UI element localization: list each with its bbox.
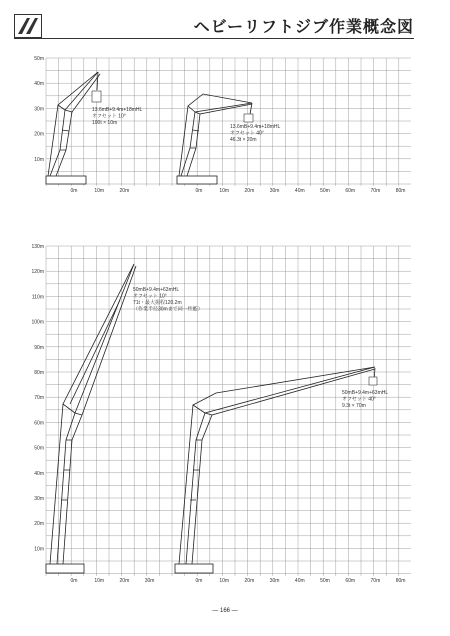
spec-note: 71t・最大揚程120.2m xyxy=(133,300,182,306)
x-tick-label: 0m xyxy=(70,578,78,584)
y-tick-label: 10m xyxy=(34,156,44,163)
y-tick-label: 20m xyxy=(34,131,44,138)
spec-note: 100t × 10m xyxy=(92,120,118,126)
tick-labels xyxy=(31,56,405,584)
spec-note: 46.3t × 20m xyxy=(230,137,257,143)
y-tick-label: 100m xyxy=(31,319,44,326)
spec-note: オフセット 40° xyxy=(342,396,376,403)
x-tick-label: 30m xyxy=(269,188,280,194)
spec-note: 50mB+9.4m+63mHL xyxy=(342,390,389,396)
x-tick-label: 10m xyxy=(219,188,230,194)
x-tick-label: 10m xyxy=(94,578,105,584)
crane-bottom-left xyxy=(46,264,136,573)
y-tick-label: 70m xyxy=(34,395,44,402)
x-tick-label: 50m xyxy=(320,578,330,584)
y-tick-label: 10m xyxy=(34,546,44,553)
x-tick-label: 30m xyxy=(269,578,280,584)
notes xyxy=(92,107,388,409)
x-tick-label: 0m xyxy=(195,578,203,584)
spec-note: 13.6mB+9.4m+18mHL xyxy=(230,124,281,130)
y-tick-label: 50m xyxy=(34,56,44,62)
x-tick-label: 30m xyxy=(144,578,155,584)
page-title: ヘビーリフトジブ作業概念図 xyxy=(193,17,414,36)
x-tick-label: 10m xyxy=(94,188,105,194)
y-tick-label: 30m xyxy=(34,496,44,502)
y-tick-label: 120m xyxy=(31,269,44,276)
x-tick-label: 70m xyxy=(370,578,381,584)
x-tick-label: 20m xyxy=(119,188,130,194)
bottom-grid xyxy=(46,246,411,576)
load-box xyxy=(92,91,101,102)
x-tick-label: 20m xyxy=(119,578,130,584)
y-tick-label: 40m xyxy=(34,470,44,477)
y-tick-label: 50m xyxy=(34,445,44,452)
x-tick-label: 20m xyxy=(244,188,255,194)
spec-note: オフセット 10° xyxy=(133,293,167,300)
x-tick-label: 0m xyxy=(70,188,78,194)
x-tick-label: 0m xyxy=(195,188,203,194)
x-tick-label: 40m xyxy=(294,578,305,584)
y-tick-label: 80m xyxy=(34,370,44,376)
x-tick-label: 60m xyxy=(345,188,356,194)
y-tick-label: 40m xyxy=(34,81,44,88)
y-tick-label: 20m xyxy=(34,521,44,528)
x-tick-label: 80m xyxy=(395,578,406,584)
x-tick-label: 70m xyxy=(370,188,381,194)
x-tick-label: 10m xyxy=(219,578,230,584)
spec-note: オフセット 40° xyxy=(230,130,264,137)
load-box xyxy=(244,114,253,122)
load-box xyxy=(369,377,377,385)
y-tick-label: 30m xyxy=(34,106,44,113)
x-tick-label: 80m xyxy=(395,188,406,194)
spec-note: 9.3t × 70m xyxy=(342,403,366,409)
x-tick-label: 20m xyxy=(244,578,255,584)
x-tick-label: 50m xyxy=(320,188,330,194)
spec-note: オフセット 10° xyxy=(92,113,126,120)
y-tick-label: 130m xyxy=(31,244,44,250)
page-number: — 166 — xyxy=(212,608,238,614)
spec-note: 13.6mB+9.4m+18mHL xyxy=(92,107,143,113)
y-tick-label: 60m xyxy=(34,420,44,427)
crane-top-left xyxy=(46,72,100,184)
y-tick-label: 110m xyxy=(31,294,44,301)
spec-note: 50mB+9.4m+63mHL xyxy=(133,287,180,293)
x-tick-label: 60m xyxy=(345,578,356,584)
y-tick-label: 90m xyxy=(34,344,44,351)
x-tick-label: 40m xyxy=(294,188,305,194)
spec-note: （作業半径30mまで同一性能） xyxy=(133,306,203,313)
